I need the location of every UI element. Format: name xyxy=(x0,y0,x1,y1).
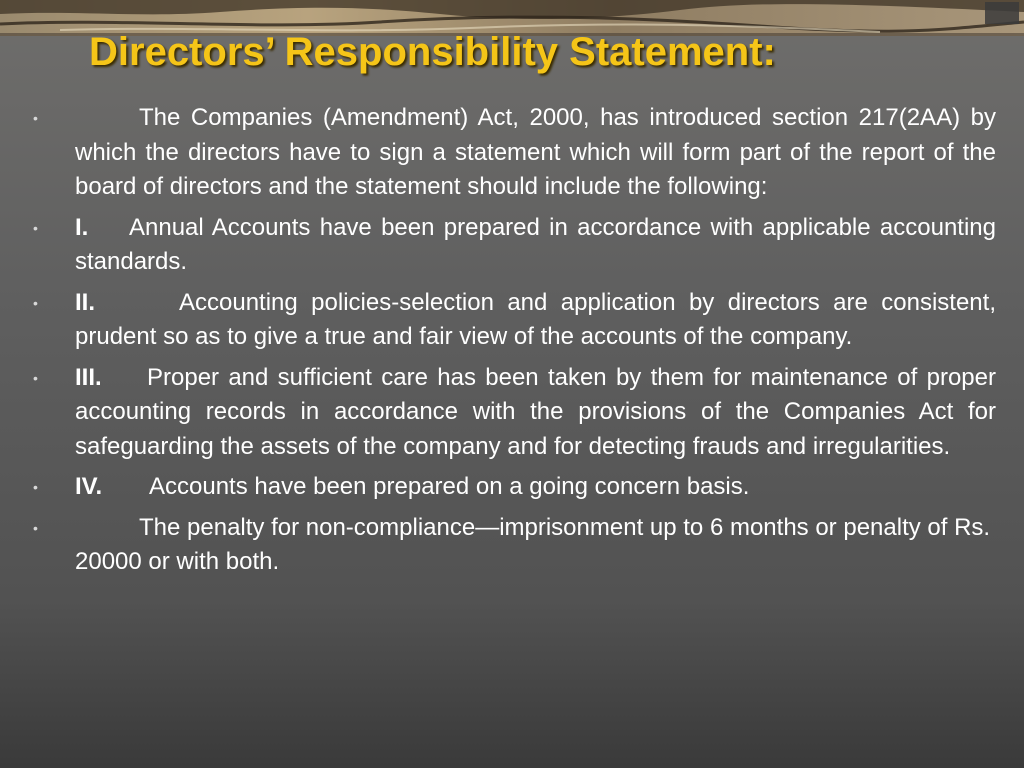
item-numeral: III. xyxy=(75,363,102,391)
item-text: Proper and sufficient care has been taken by them for maintenance of proper accounting records in accordance with the provisions of the Companies Act for safeguarding the assets of the company and for detecting frauds and irregularities. xyxy=(75,363,996,460)
bullet-icon: • xyxy=(33,479,38,495)
item-numeral: II. xyxy=(75,288,96,316)
item-text: The Companies (Amendment) Act, 2000, has introduced section 217(2AA) by which the directors have to sign a statement which will form part of the report of the board of directors and the statement should include the following: xyxy=(75,104,996,200)
list-item xyxy=(33,286,996,355)
slide-title: Directors’ Responsibility Statement: xyxy=(89,30,776,74)
list-item xyxy=(33,470,996,505)
list-item xyxy=(33,211,996,280)
list-item xyxy=(33,361,996,465)
bullet-icon: • xyxy=(33,110,38,126)
list-item xyxy=(33,101,996,205)
bullet-icon: • xyxy=(33,294,38,311)
item-text: Accounting policies-selection and application by directors are consistent, prudent so as to give a true and fair view of the accounts of the company. xyxy=(75,288,996,350)
list-item xyxy=(33,511,996,580)
bullet-icon: • xyxy=(33,519,38,536)
bullet-icon: • xyxy=(33,369,38,386)
bullet-icon: • xyxy=(33,219,38,236)
item-text: The penalty for non-compliance—imprisonment up to 6 months or penalty of Rs. 20000 or with both. xyxy=(75,513,991,575)
item-numeral: IV. xyxy=(75,473,103,500)
item-text: Accounts have been prepared on a going concern basis. xyxy=(149,473,750,500)
item-numeral: I. xyxy=(75,213,89,241)
item-text: Annual Accounts have been prepared in accordance with applicable accounting standards. xyxy=(75,213,996,275)
bullet-list xyxy=(33,101,996,586)
